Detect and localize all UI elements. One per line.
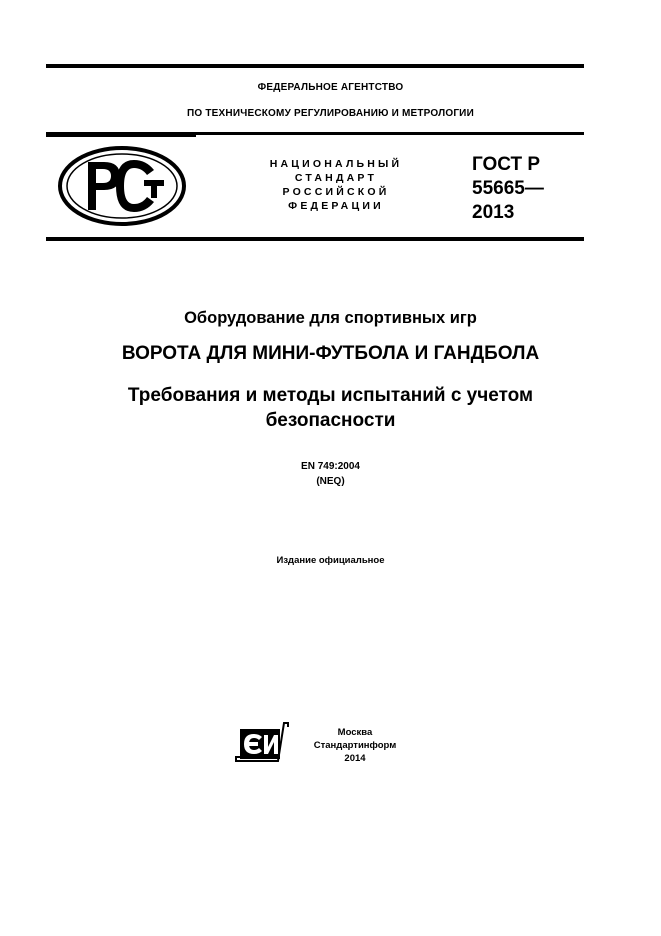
header-rule-notch [46,134,196,137]
title-line-2: ВОРОТА ДЛЯ МИНИ-ФУТБОЛА И ГАНДБОЛА [121,343,540,364]
edition-label: Издание официальное [276,555,385,566]
national-standard-line-2: СТАНДАРТ [294,172,378,184]
agency-line-2: ПО ТЕХНИЧЕСКОМУ РЕГУЛИРОВАНИЮ И МЕТРОЛОГИИ [187,108,474,119]
title-line-1: Оборудование для спортивных игр [184,309,477,327]
national-standard-line-1: НАЦИОНАЛЬНЫЙ [269,158,403,170]
top-rule [46,64,584,68]
gost-designation-line-3: 2013 [472,202,515,223]
rst-certification-logo-icon [58,146,186,226]
national-standard-line-4: ФЕДЕРАЦИИ [288,200,384,212]
gost-designation-line-2: 55665— [472,178,544,199]
publisher-year: 2014 [344,753,366,764]
reference-standard: EN 749:2004 [301,461,360,472]
title-line-3: Требования и методы испытаний с учетом [127,385,534,406]
national-standard-line-3: РОССИЙСКОЙ [282,186,390,198]
publisher-city: Москва [337,727,373,738]
standartinform-logo-icon [234,721,290,765]
agency-line-1: ФЕДЕРАЛЬНОЕ АГЕНТСТВО [257,82,404,93]
bottom-header-rule [46,237,584,241]
publisher-name: Стандартинформ [313,740,397,751]
reference-equivalence: (NEQ) [316,476,345,487]
title-line-4: безопасности [265,410,396,431]
gost-designation-line-1: ГОСТ Р [472,154,541,175]
